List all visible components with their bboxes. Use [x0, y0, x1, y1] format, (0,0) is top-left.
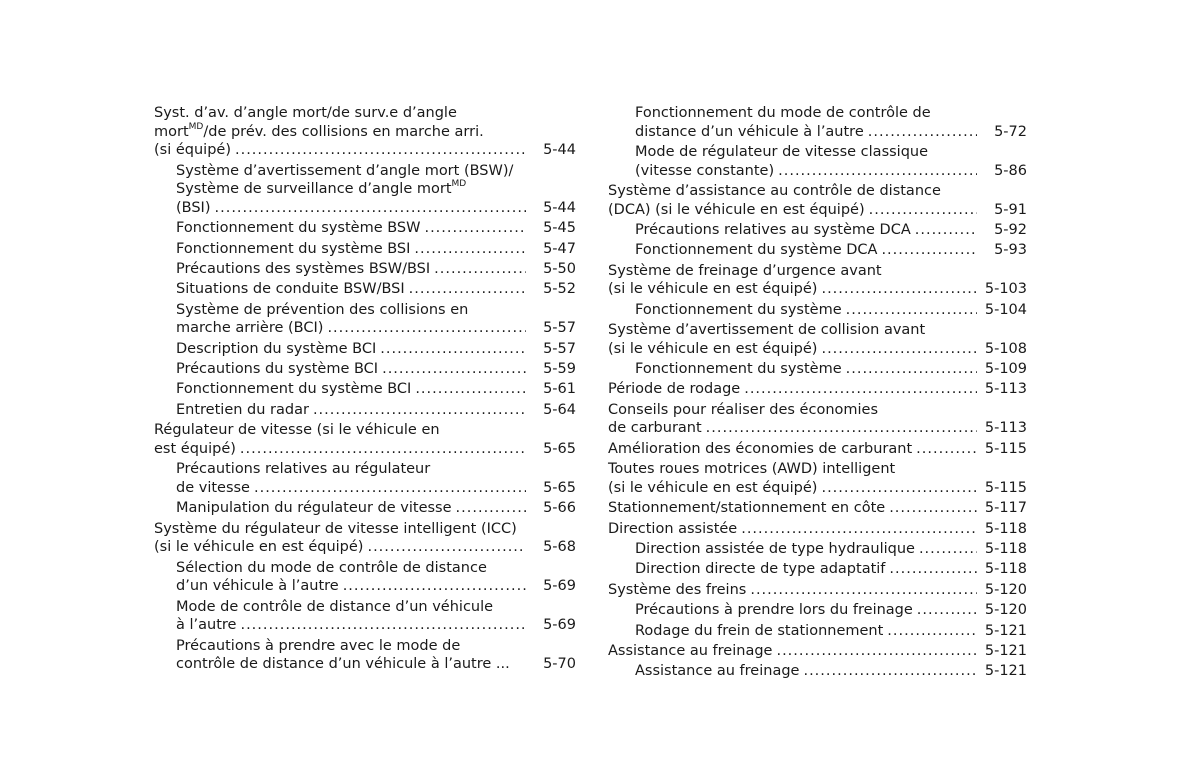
- leader-dots: [409, 280, 526, 299]
- toc-entry[interactable]: [154, 280, 576, 299]
- toc-page-number: 5-66: [543, 500, 576, 517]
- toc-entry-title-line: Système d’avertissement de collision avant: [608, 322, 926, 339]
- toc-entry-title-line: de vitesse: [176, 479, 250, 496]
- leader-dots: [869, 201, 977, 220]
- superscript-md: MD: [451, 179, 467, 190]
- toc-page-number: 5-91: [994, 201, 1027, 218]
- toc-entry-title-line: Fonctionnement du système DCA: [635, 242, 878, 259]
- toc-entry-title-line: Sélection du mode de contrôle de distance: [176, 559, 487, 576]
- toc-entry-title-line: Situations de conduite BSW/BSI: [176, 281, 405, 298]
- toc-entry[interactable]: [154, 340, 576, 359]
- toc-entry-title-line: Assistance au freinage: [608, 642, 773, 659]
- toc-entry-title-line: Amélioration des économies de carburant: [608, 440, 913, 457]
- toc-page-number: 5-65: [543, 440, 576, 457]
- toc-page-number: 5-57: [543, 320, 576, 337]
- toc-entry-title-line: Régulateur de vitesse (si le véhicule en: [154, 422, 440, 439]
- toc-page-number: 5-118: [984, 541, 1027, 558]
- toc-page-number: 5-104: [984, 301, 1027, 318]
- toc-page-number: 5-69: [543, 578, 576, 595]
- toc-entry-title-line: contrôle de distance d’un véhicule à l’autre ...: [176, 656, 510, 673]
- toc-entry-title-line: Système de prévention des collisions en: [176, 301, 469, 318]
- toc-entry-title-line: Stationnement/stationnement en côte: [608, 500, 886, 517]
- toc-entry-title-line: Système d’assistance au contrôle de distance: [608, 182, 941, 199]
- leader-dots: [889, 560, 977, 579]
- toc-page-number: 5-108: [984, 340, 1027, 357]
- leader-dots: [750, 581, 977, 600]
- toc-entry-title-line: Précautions à prendre avec le mode de: [176, 637, 461, 654]
- toc-page-number: 5-70: [543, 656, 576, 673]
- toc-entry[interactable]: [608, 662, 1027, 681]
- toc-page-number: 5-65: [543, 479, 576, 496]
- toc-entry-title-line: Système des freins: [608, 581, 747, 598]
- leader-dots: [887, 622, 977, 641]
- toc-entry-title-line: Système du régulateur de vitesse intelligent (ICC): [154, 520, 517, 537]
- leader-dots: [881, 241, 977, 260]
- toc-entry[interactable]: [154, 499, 576, 518]
- leader-dots: [915, 221, 977, 240]
- toc-page-number: 5-109: [984, 361, 1027, 378]
- leader-dots: [343, 577, 526, 596]
- leader-dots: [415, 380, 526, 399]
- toc-entry-title-line: Système d’avertissement d’angle mort (BSW)/: [176, 162, 514, 179]
- toc-entry-title-line: (si le véhicule en est équipé): [608, 479, 818, 496]
- leader-dots: [380, 340, 526, 359]
- toc-entry-title-line: Assistance au freinage: [635, 663, 800, 680]
- toc-entry-title-line: Précautions relatives au système DCA: [635, 221, 911, 238]
- toc-entry-title-line: Précautions relatives au régulateur: [176, 461, 431, 478]
- leader-dots: [821, 340, 977, 359]
- toc-page-number: 5-44: [543, 199, 576, 216]
- toc-entry-title-line: Description du système BCI: [176, 340, 377, 357]
- toc-page-number: 5-69: [543, 617, 576, 634]
- toc-entry-title-line: est équipé): [154, 440, 236, 457]
- toc-entry[interactable]: [608, 499, 1027, 518]
- toc-left-column: [154, 104, 576, 676]
- leader-dots: [916, 440, 977, 459]
- toc-page-number: 5-57: [543, 340, 576, 357]
- toc-entry[interactable]: [154, 104, 576, 160]
- leader-dots: [919, 540, 977, 559]
- toc-entry-title-line: Manipulation du régulateur de vitesse: [176, 500, 452, 517]
- toc-page-number: 5-115: [984, 479, 1027, 496]
- toc-entry[interactable]: [608, 360, 1027, 379]
- toc-entry-title-line: de carburant: [608, 420, 702, 437]
- toc-page-number: 5-121: [984, 642, 1027, 659]
- toc-page-number: 5-103: [984, 281, 1027, 298]
- toc-entry-title-line: Direction directe de type adaptatif: [635, 561, 886, 578]
- toc-entry-title-line: distance d’un véhicule à l’autre: [635, 123, 864, 140]
- toc-page-number: 5-44: [543, 142, 576, 159]
- toc-entry-title-line: marche arrière (BCI): [176, 320, 324, 337]
- toc-entry[interactable]: [154, 460, 576, 497]
- toc-entry[interactable]: [608, 460, 1027, 497]
- toc-entry[interactable]: [154, 598, 576, 635]
- toc-entry-title-line: Syst. d’av. d’angle mort/de surv.e d’angle: [154, 105, 457, 121]
- toc-entry-title-line: Système de freinage d’urgence avant: [608, 262, 882, 279]
- toc-entry-title-line: (si équipé): [154, 142, 231, 159]
- toc-entry[interactable]: [154, 260, 576, 279]
- toc-entry[interactable]: [154, 559, 576, 596]
- leader-dots: [821, 280, 977, 299]
- toc-entry[interactable]: [154, 401, 576, 420]
- toc-entry-title-line: Mode de régulateur de vitesse classique: [635, 143, 929, 160]
- toc-page-number: 5-120: [984, 581, 1027, 598]
- toc-entry[interactable]: [154, 637, 576, 674]
- toc-entry-title-line: (si le véhicule en est équipé): [608, 281, 818, 298]
- toc-page-number: 5-47: [543, 240, 576, 257]
- toc-entry-title-line: Fonctionnement du système BSI: [176, 240, 411, 257]
- toc-page-number: 5-86: [994, 162, 1027, 179]
- toc-entry-title-line: (DCA) (si le véhicule en est équipé): [608, 201, 865, 218]
- toc-page-number: 5-61: [543, 381, 576, 398]
- toc-entry[interactable]: [608, 241, 1027, 260]
- leader-dots: [434, 260, 526, 279]
- toc-entry[interactable]: [608, 104, 1027, 141]
- toc-entry-title-line: Fonctionnement du système BCI: [176, 381, 412, 398]
- toc-page-number: 5-45: [543, 220, 576, 237]
- leader-dots: [414, 240, 526, 259]
- toc-entry[interactable]: [608, 440, 1027, 459]
- toc-entry[interactable]: [154, 380, 576, 399]
- leader-dots: [917, 601, 977, 620]
- leader-dots: [889, 499, 977, 518]
- toc-page-number: 5-50: [543, 260, 576, 277]
- toc-entry[interactable]: [608, 601, 1027, 620]
- toc-entry[interactable]: [608, 380, 1027, 399]
- leader-dots: [215, 199, 527, 218]
- leader-dots: [776, 642, 977, 661]
- leader-dots: [846, 360, 977, 379]
- toc-entry[interactable]: [608, 520, 1027, 539]
- toc-entry-title-line: mort$^{MD}$/de prév. des collisions en marche arri.: [154, 121, 484, 140]
- leader-dots: [254, 479, 526, 498]
- leader-dots: [778, 162, 977, 181]
- leader-dots: [803, 662, 977, 681]
- toc-entry-title-line: (vitesse constante): [635, 162, 775, 179]
- superscript-md: MD: [188, 121, 204, 132]
- leader-dots: [706, 419, 977, 438]
- toc-entry[interactable]: [608, 581, 1027, 600]
- toc-entry[interactable]: [154, 421, 576, 458]
- toc-page-number: 5-115: [984, 440, 1027, 457]
- toc-entry[interactable]: [608, 622, 1027, 641]
- toc-page-number: 5-120: [984, 602, 1027, 619]
- toc-entry[interactable]: [608, 262, 1027, 299]
- toc-page-number: 5-93: [994, 242, 1027, 259]
- toc-page-number: 5-118: [984, 520, 1027, 537]
- toc-entry-title-line: Fonctionnement du mode de contrôle de: [635, 105, 931, 121]
- toc-entry[interactable]: [608, 642, 1027, 661]
- toc-entry-title-line: Précautions des systèmes BSW/BSI: [176, 260, 431, 277]
- toc-entry[interactable]: [154, 162, 576, 218]
- toc-entry-title-line: Toutes roues motrices (AWD) intelligent: [608, 461, 896, 478]
- toc-page-number: 5-52: [543, 281, 576, 298]
- toc-entry[interactable]: [608, 540, 1027, 559]
- toc-entry-title-line: Fonctionnement du système: [635, 301, 842, 318]
- leader-dots: [741, 520, 977, 539]
- leader-dots: [382, 360, 526, 379]
- leader-dots: [424, 219, 526, 238]
- toc-entry-title-line: Précautions du système BCI: [176, 361, 379, 378]
- toc-entry-title-line: Système de surveillance d’angle mort$^{MD}$: [176, 179, 467, 198]
- toc-entry[interactable]: [154, 301, 576, 338]
- toc-entry-title-line: d’un véhicule à l’autre: [176, 578, 339, 595]
- toc-page-number: 5-121: [984, 622, 1027, 639]
- toc-page-number: 5-92: [994, 221, 1027, 238]
- leader-dots: [240, 616, 526, 635]
- toc-entry-title-line: à l’autre: [176, 617, 237, 634]
- leader-dots: [821, 479, 977, 498]
- leader-dots: [367, 538, 526, 557]
- toc-page-number: 5-59: [543, 361, 576, 378]
- toc-entry[interactable]: [154, 240, 576, 259]
- toc-entry[interactable]: [154, 219, 576, 238]
- toc-page-number: 5-68: [543, 539, 576, 556]
- toc-entry-title-line: (si le véhicule en est équipé): [608, 340, 818, 357]
- leader-dots: [235, 141, 526, 160]
- toc-entry[interactable]: [608, 301, 1027, 320]
- toc-entry-title-line: Conseils pour réaliser des économies: [608, 401, 879, 418]
- leader-dots: [313, 401, 526, 420]
- toc-page-number: 5-64: [543, 401, 576, 418]
- toc-page-number: 5-117: [984, 500, 1027, 517]
- toc-entry-title-line: Fonctionnement du système: [635, 361, 842, 378]
- toc-entry-title-line: Rodage du frein de stationnement: [635, 622, 884, 639]
- toc-entry-title-line: (BSI): [176, 199, 211, 216]
- toc-page-number: 5-113: [984, 381, 1027, 398]
- toc-entry-title-line: Entretien du radar: [176, 401, 309, 418]
- toc-entry-title-line: Fonctionnement du système BSW: [176, 220, 421, 237]
- toc-entry[interactable]: [154, 520, 576, 557]
- toc-entry[interactable]: [154, 360, 576, 379]
- toc-entry[interactable]: [608, 321, 1027, 358]
- leader-dots: [327, 319, 526, 338]
- leader-dots: [846, 301, 977, 320]
- toc-entry-title-line: (si le véhicule en est équipé): [154, 539, 364, 556]
- toc-page-number: 5-118: [984, 561, 1027, 578]
- toc-page-number: 5-72: [994, 123, 1027, 140]
- toc-entry-title-line: Direction assistée de type hydraulique: [635, 541, 915, 558]
- leader-dots: [456, 499, 526, 518]
- toc-page-number: 5-121: [984, 663, 1027, 680]
- toc-entry-title-line: Période de rodage: [608, 381, 741, 398]
- leader-dots: [744, 380, 977, 399]
- toc-entry-title-line: Mode de contrôle de distance d’un véhicule: [176, 598, 494, 615]
- toc-page-number: 5-113: [984, 420, 1027, 437]
- toc-right-column: [608, 104, 1027, 683]
- toc-entry-title-line: Direction assistée: [608, 520, 738, 537]
- toc-entry[interactable]: [608, 560, 1027, 579]
- toc-entry-title-line: Précautions à prendre lors du freinage: [635, 602, 913, 619]
- toc-entry[interactable]: [608, 221, 1027, 240]
- toc-entry[interactable]: [608, 143, 1027, 180]
- toc-entry[interactable]: [608, 401, 1027, 438]
- toc-entry[interactable]: [608, 182, 1027, 219]
- leader-dots: [868, 123, 977, 142]
- leader-dots: [240, 440, 526, 459]
